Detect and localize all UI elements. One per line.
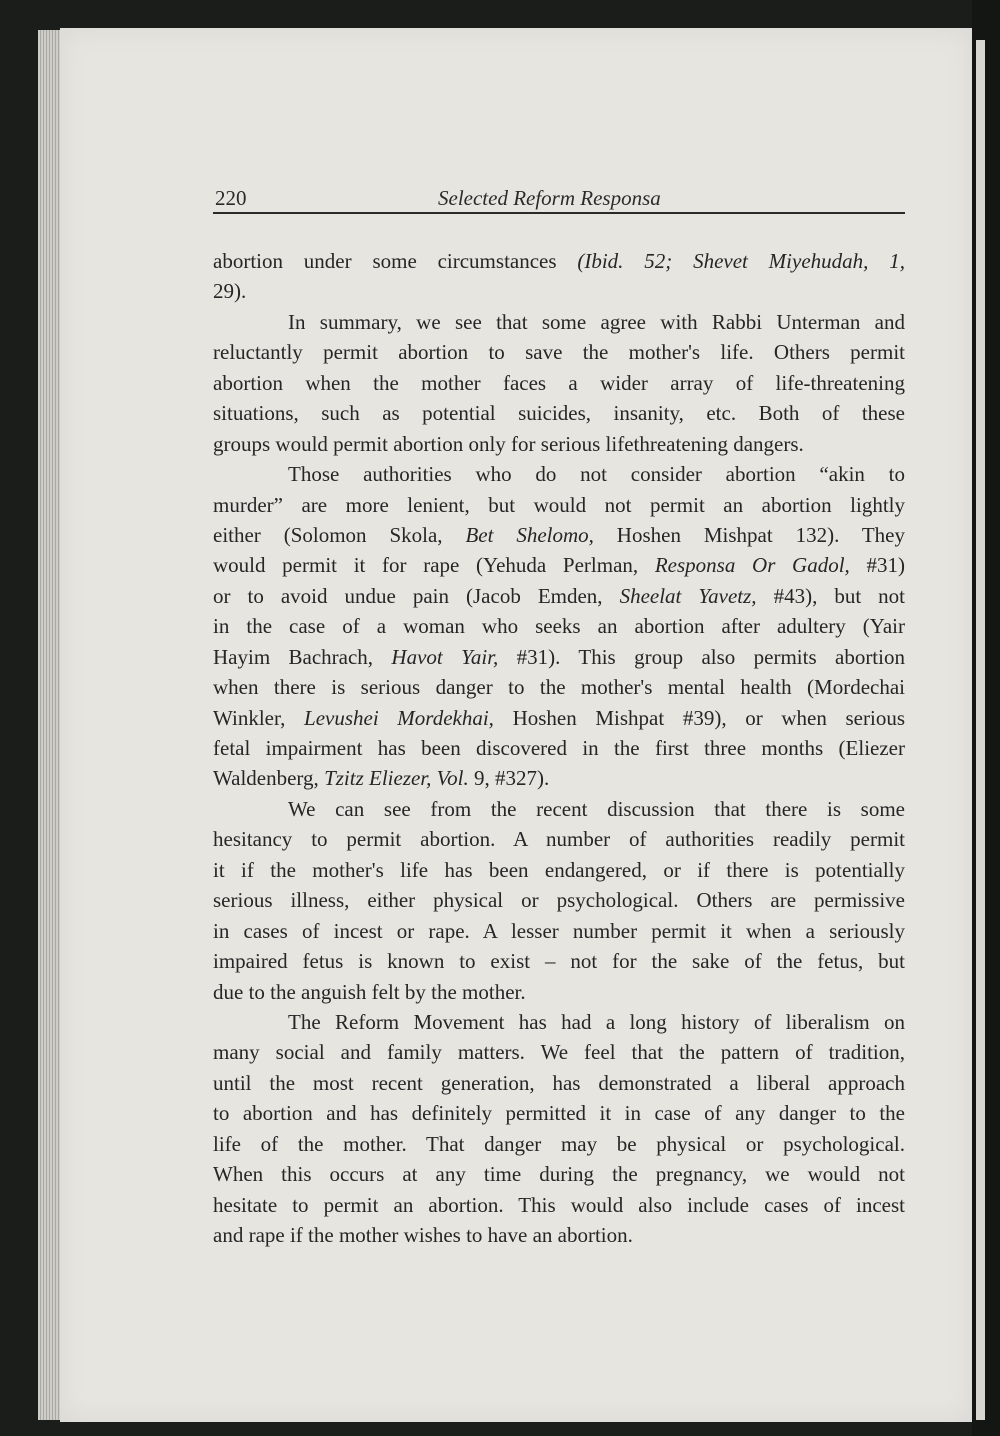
text-run: abortion when the mother faces a wider array of life-threatening (213, 370, 905, 395)
text-run: Hayim Bachrach, (213, 644, 392, 669)
text-run: #43), but not (756, 583, 906, 608)
citation-italic: (Ibid. 52; Shevet Miyehudah, 1, (577, 249, 905, 273)
running-title: Selected Reform Responsa (438, 186, 661, 210)
text-line (213, 977, 905, 1007)
text-run: and rape if the mother wishes to have an abortion. (213, 1223, 633, 1247)
text-run: groups would permit abortion only for serious lifethreatening dangers. (213, 431, 804, 456)
text-run: Waldenberg, (213, 766, 325, 791)
text-run: When this occurs at any time during the pregnancy, we would not (213, 1162, 905, 1187)
text-line (213, 429, 905, 459)
text-run: Those authorities who do not consider abortion “akin to (288, 462, 905, 487)
text-run: due to the anguish felt by the mother. (213, 979, 526, 1004)
text-line (213, 520, 905, 550)
body-text (213, 246, 905, 1250)
text-line (213, 733, 905, 763)
text-line (213, 824, 905, 854)
text-run: would permit it for rape (Yehuda Perlman, (213, 553, 655, 578)
text-line (213, 246, 905, 276)
text-run: #31). This group also permits abortion (498, 644, 905, 669)
citation-italic: Bet Shelomo, (465, 522, 594, 547)
text-line (213, 368, 905, 398)
text-run: it if the mother's life has been endangered, or if there is potentially (213, 857, 905, 882)
text-run: situations, such as potential suicides, insanity, etc. Both of these (213, 401, 905, 426)
text-run: to abortion and has definitely permitted it in case of any danger to the (213, 1101, 905, 1126)
text-line (213, 1068, 905, 1098)
text-run: either (Solomon Skola, (213, 522, 466, 547)
text-line (213, 611, 905, 641)
text-line (213, 1037, 905, 1067)
text-run: hesitancy to permit abortion. A number of authorities readily permit (213, 827, 905, 852)
text-run: reluctantly permit abortion to save the mother's life. Others permit (213, 340, 905, 365)
text-line (213, 916, 905, 946)
page-stack-edges (38, 30, 62, 1420)
text-line (213, 1098, 905, 1128)
running-header (213, 186, 905, 214)
text-line (213, 703, 905, 733)
text-line (213, 946, 905, 976)
text-line (213, 398, 905, 428)
text-run: murder” are more lenient, but would not permit an abortion lightly (213, 492, 905, 517)
text-line (213, 550, 905, 580)
text-line (213, 885, 905, 915)
text-line (213, 1220, 905, 1250)
text-run: or to avoid undue pain (Jacob Emden, (213, 583, 620, 608)
text-run: until the most recent generation, has demonstrated a liberal approach (213, 1070, 905, 1095)
text-run: many social and family matters. We feel that the pattern of tradition, (213, 1040, 905, 1065)
citation-italic: Tzitz Eliezer, Vol. (324, 766, 469, 791)
text-run: life of the mother. That danger may be physical or psychological. (213, 1131, 905, 1156)
text-line (213, 276, 905, 306)
text-run: 29). (213, 279, 247, 304)
text-run: Hoshen Mishpat 132). They (593, 522, 905, 547)
text-run: in the case of a woman who seeks an abortion after adultery (Yair (213, 614, 905, 639)
text-run: The Reform Movement has had a long history of liberalism on (288, 1009, 905, 1034)
text-line (213, 337, 905, 367)
text-line (213, 581, 905, 611)
text-run: We can see from the recent discussion that there is some (288, 796, 905, 821)
text-run: serious illness, either physical or psychological. Others are permissive (213, 888, 905, 913)
text-run: Hoshen Mishpat #39), or when serious (493, 705, 905, 730)
text-line (213, 855, 905, 885)
text-run: hesitate to permit an abortion. This would also include cases of incest (213, 1192, 905, 1217)
text-run: Winkler, (213, 705, 305, 730)
text-line (213, 490, 905, 520)
text-line (213, 459, 905, 489)
text-line (213, 1129, 905, 1159)
text-run: #31) (849, 553, 905, 578)
page-number: 220 (215, 186, 247, 210)
text-line (213, 763, 905, 793)
citation-italic: Sheelat Yavetz, (619, 583, 757, 608)
text-line (213, 1190, 905, 1220)
citation-italic: Responsa Or Gadol, (654, 553, 850, 578)
citation-italic: Havot Yair, (391, 644, 499, 669)
text-line (213, 307, 905, 337)
text-run: when there is serious danger to the mother's mental health (Mordechai (213, 675, 905, 700)
text-run: in cases of incest or rape. A lesser number permit it when a seriously (213, 918, 905, 943)
text-run: fetal impairment has been discovered in the first three months (Eliezer (213, 736, 905, 760)
text-run: impaired fetus is known to exist – not for the sake of the fetus, but (213, 949, 905, 974)
text-line (213, 1007, 905, 1037)
text-line (213, 1159, 905, 1189)
text-line (213, 672, 905, 702)
text-run: In summary, we see that some agree with Rabbi Unterman and (288, 309, 905, 334)
text-line (213, 794, 905, 824)
text-run: abortion under some circumstances (213, 249, 578, 273)
citation-italic: Levushei Mordekhai, (304, 705, 494, 730)
facing-page-edge (976, 40, 985, 1420)
text-line (213, 642, 905, 672)
text-run: 9, #327). (468, 766, 550, 791)
